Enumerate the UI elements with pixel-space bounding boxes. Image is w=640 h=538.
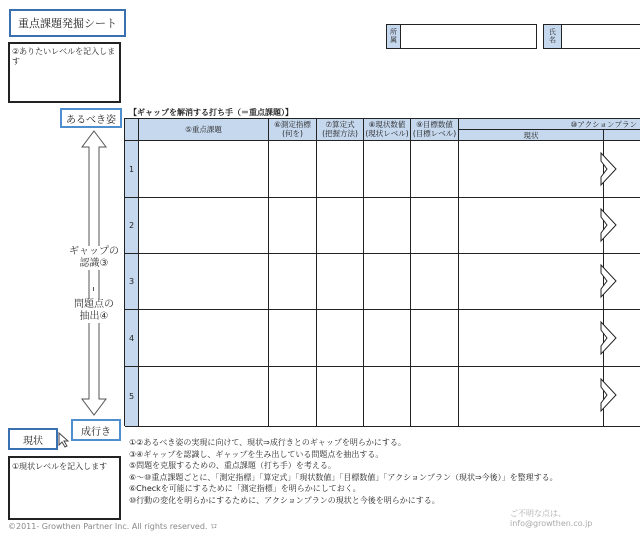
cell-action-current[interactable] bbox=[459, 141, 604, 198]
gap-recognition-label: ギャップの 認識③ bbox=[54, 246, 134, 270]
col-header-formula: ⑦算定式 (把握方法) bbox=[317, 119, 364, 141]
current-label: 現状 bbox=[8, 428, 58, 450]
cell-formula[interactable] bbox=[317, 254, 364, 310]
cell-formula[interactable] bbox=[317, 310, 364, 367]
row-number: 5 bbox=[125, 367, 139, 427]
cell-current-value[interactable] bbox=[364, 367, 411, 427]
note-line: ⑩行動の変化を明らかにするために、アクションプランの現状と今後を明らかにする。 bbox=[129, 495, 440, 505]
cell-priority[interactable] bbox=[139, 198, 269, 254]
chevron-right-icon bbox=[598, 151, 618, 187]
chevron-right-icon bbox=[598, 320, 618, 356]
cell-current-value[interactable] bbox=[364, 310, 411, 367]
affiliation-value[interactable] bbox=[401, 25, 536, 48]
name-field[interactable] bbox=[543, 24, 640, 49]
cell-target-value[interactable] bbox=[411, 141, 459, 198]
cell-action-current[interactable] bbox=[459, 367, 604, 427]
cell-target-value[interactable] bbox=[411, 310, 459, 367]
note-line: ③④ギャップを認識し、ギャップを生み出している問題点を抽出する。 bbox=[129, 449, 384, 459]
contact-info: ご不明な点は、info@growthen.co.jp bbox=[510, 509, 593, 528]
cursor-icon bbox=[57, 432, 71, 448]
row-number: 2 bbox=[125, 198, 139, 254]
cell-measure[interactable] bbox=[269, 254, 317, 310]
sheet-title: 重点課題発掘シート bbox=[9, 9, 126, 37]
cell-action-current[interactable] bbox=[459, 310, 604, 367]
cell-priority[interactable] bbox=[139, 310, 269, 367]
ideal-label: あるべき姿 bbox=[60, 108, 122, 128]
cell-priority[interactable] bbox=[139, 367, 269, 427]
ideal-level-box[interactable] bbox=[8, 42, 121, 103]
cell-formula[interactable] bbox=[317, 367, 364, 427]
affiliation-label: 所 属 bbox=[387, 25, 401, 48]
chevron-right-icon bbox=[598, 207, 618, 243]
row-number: 4 bbox=[125, 310, 139, 367]
current-level-box[interactable] bbox=[8, 456, 121, 520]
chevron-right-icon bbox=[598, 377, 618, 413]
cell-action-current[interactable] bbox=[459, 254, 604, 310]
note-line: ⑥～⑩重点課題ごとに、「測定指標」「算定式」「現状数値」「目標数値」「アクションプラン（現状⇒今後）」を整理する。 bbox=[129, 472, 558, 482]
col-header-action-future bbox=[604, 130, 640, 141]
cell-current-value[interactable] bbox=[364, 198, 411, 254]
problem-extraction-label: 問題点の 抽出④ bbox=[58, 299, 130, 323]
cell-target-value[interactable] bbox=[411, 254, 459, 310]
ideal-level-hint: ②ありたいレベルを記入します bbox=[12, 47, 116, 66]
col-header-action-plan: ⑩アクションプラン bbox=[459, 119, 640, 130]
note-line: ①②あるべき姿の実現に向けて、現状⇒成行きとのギャップを明らかにする。 bbox=[129, 438, 406, 447]
affiliation-field[interactable] bbox=[386, 24, 537, 49]
cell-formula[interactable] bbox=[317, 141, 364, 198]
cell-target-value[interactable] bbox=[411, 367, 459, 427]
copyright: ©2011- Growthen Partner Inc. All rights reserved. ロ bbox=[8, 522, 219, 531]
col-header-current-value: ⑧現状数値 (現状レベル) bbox=[364, 119, 411, 141]
chevron-right-icon bbox=[598, 263, 618, 299]
cell-measure[interactable] bbox=[269, 198, 317, 254]
name-label: 氏 名 bbox=[544, 25, 562, 48]
cell-priority[interactable] bbox=[139, 254, 269, 310]
cell-priority[interactable] bbox=[139, 141, 269, 198]
cell-current-value[interactable] bbox=[364, 254, 411, 310]
cell-target-value[interactable] bbox=[411, 198, 459, 254]
col-header-rownum bbox=[125, 119, 139, 141]
instruction-notes bbox=[129, 437, 558, 506]
col-header-target-value: ⑨目標数値 (目標レベル) bbox=[411, 119, 459, 141]
note-line: ⑥Checkを可能にするために「測定指標」を明らかにしておく。 bbox=[129, 484, 361, 493]
cell-action-current[interactable] bbox=[459, 198, 604, 254]
cell-measure[interactable] bbox=[269, 310, 317, 367]
note-line: ⑤問題を克服するための、重点課題（打ち手）を考える。 bbox=[129, 461, 336, 470]
gap-double-arrow bbox=[80, 129, 108, 417]
trend-label: 成行き bbox=[71, 419, 121, 441]
name-value[interactable] bbox=[562, 25, 640, 48]
cell-current-value[interactable] bbox=[364, 141, 411, 198]
table-title: 【ギャップを解消する打ち手（＝重点課題）】 bbox=[129, 108, 293, 117]
row-number: 3 bbox=[125, 254, 139, 310]
current-level-hint: ①現状レベルを記入します bbox=[12, 462, 108, 471]
separator-dash bbox=[93, 287, 94, 291]
col-header-measure: ⑥測定指標 (何を) bbox=[269, 119, 317, 141]
row-number: 1 bbox=[125, 141, 139, 198]
col-header-action-current: 現状 bbox=[459, 130, 604, 141]
cell-formula[interactable] bbox=[317, 198, 364, 254]
cell-measure[interactable] bbox=[269, 367, 317, 427]
col-header-priority: ⑤重点課題 bbox=[139, 119, 269, 141]
cell-measure[interactable] bbox=[269, 141, 317, 198]
priority-issues-table bbox=[124, 118, 640, 426]
